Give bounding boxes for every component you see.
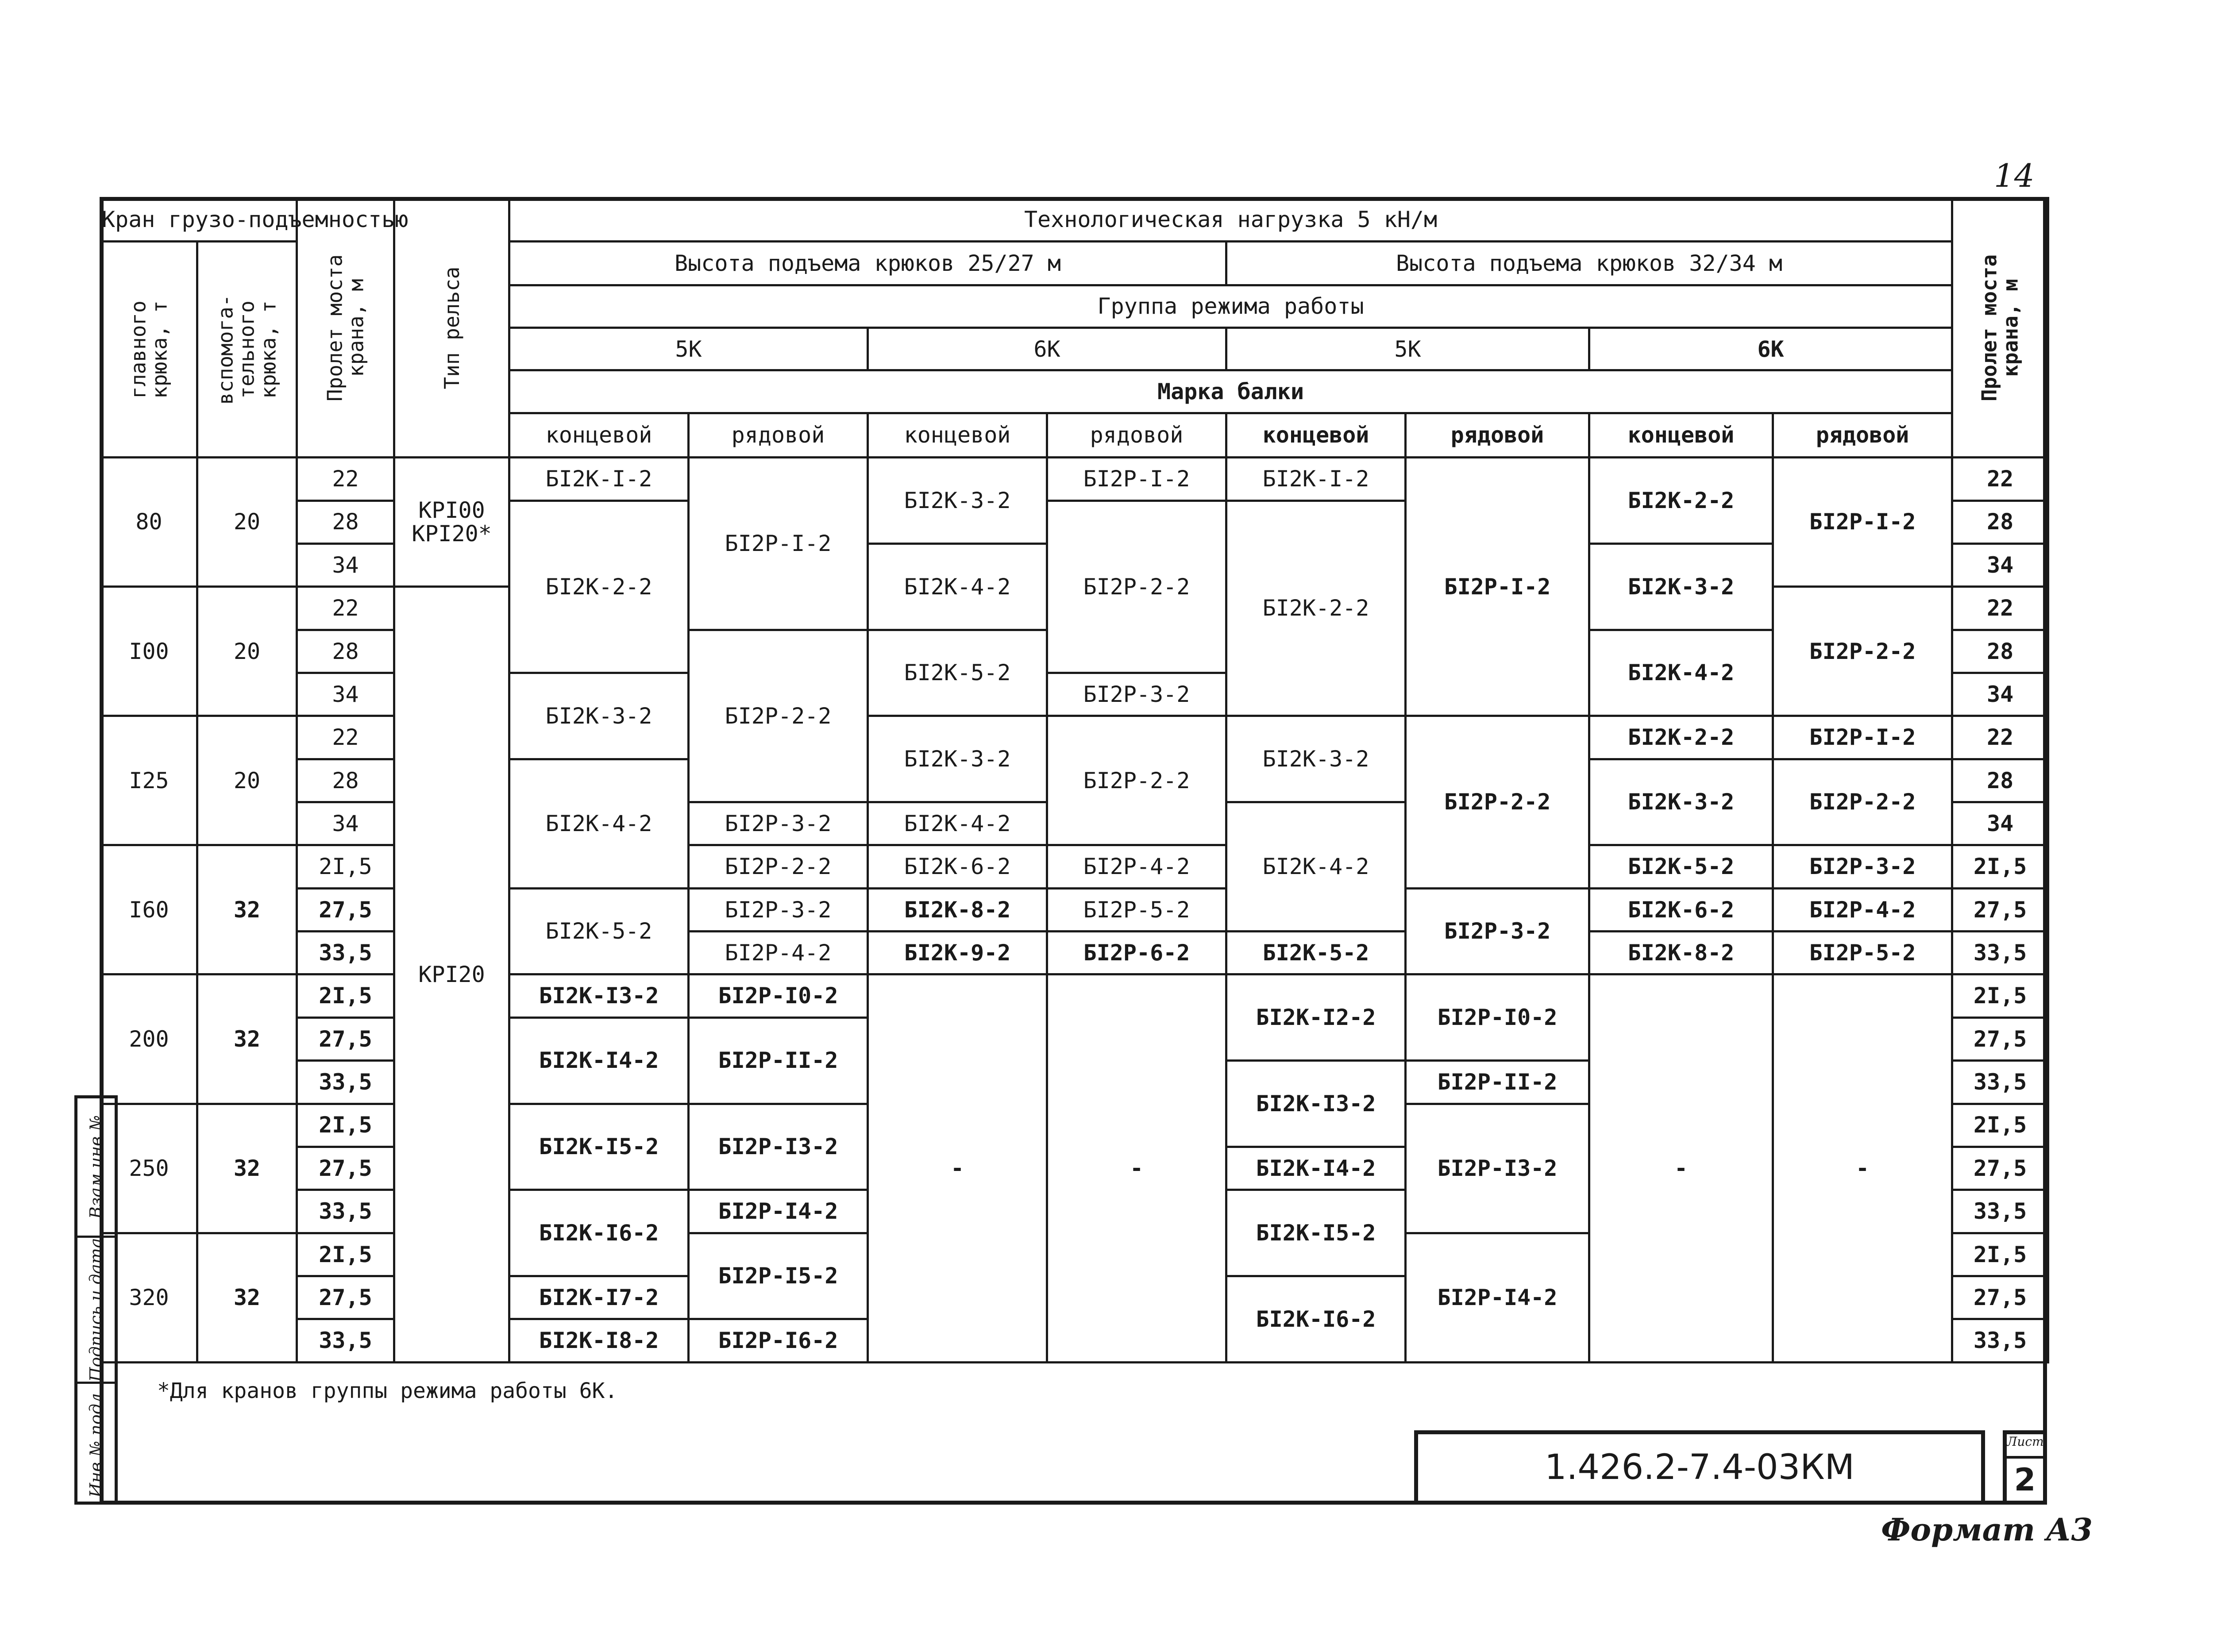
load-header: Технологическая нагрузка 5 кН/м	[509, 198, 1952, 242]
beam-cell: БI2Р-I4-2	[1406, 1233, 1589, 1362]
sheet-label: Лист	[2007, 1434, 2043, 1459]
crane-main-320: 320	[101, 1233, 197, 1362]
span-cell: 33,5	[297, 1061, 394, 1104]
beam-cell: -	[868, 974, 1047, 1363]
beam-cell: БI2Р-I0-2	[1406, 974, 1589, 1061]
span-right-cell: 22	[1952, 587, 2048, 630]
span-right-header: Пролет моста крана, м	[1952, 198, 2048, 458]
beam-cell: БI2К-I7-2	[509, 1276, 689, 1319]
beam-cell: БI2Р-I5-2	[689, 1233, 868, 1319]
beam-cell: БI2К-I5-2	[509, 1104, 689, 1190]
span-cell: 27,5	[297, 1017, 394, 1060]
span-cell: 33,5	[297, 932, 394, 974]
span-right-cell: 34	[1952, 802, 2048, 845]
beam-cell: БI2Р-3-2	[689, 888, 868, 931]
beam-cell: -	[1773, 974, 1952, 1363]
beam-cell: БI2К-4-2	[868, 543, 1047, 630]
span-right-cell: 2I,5	[1952, 1104, 2048, 1147]
beam-cell: БI2К-4-2	[1226, 802, 1406, 932]
beam-cell: БI2Р-4-2	[1773, 888, 1952, 931]
beam-cell: БI2Р-3-2	[689, 802, 868, 845]
duty-5k-high: 5К	[1226, 328, 1589, 370]
beam-cell: БI2К-3-2	[509, 673, 689, 759]
span-right-cell: 2I,5	[1952, 1233, 2048, 1276]
beam-cell: БI2К-3-2	[868, 716, 1047, 802]
duty-5k-low: 5К	[509, 328, 868, 370]
beam-cell: БI2Р-4-2	[1047, 845, 1226, 888]
beam-cell: БI2Р-I4-2	[689, 1190, 868, 1233]
beam-cell: БI2Р-I3-2	[1406, 1104, 1589, 1233]
span-cell: 2I,5	[297, 845, 394, 888]
side-stamp-strip	[74, 1095, 118, 1505]
span-right-cell: 27,5	[1952, 1276, 2048, 1319]
span-right-cell: 27,5	[1952, 1017, 2048, 1060]
beam-cell: БI2Р-II-2	[1406, 1061, 1589, 1104]
beam-cell: БI2К-I6-2	[509, 1190, 689, 1276]
beam-cell: БI2Р-3-2	[1047, 673, 1226, 716]
span-cell: 22	[297, 458, 394, 501]
beam-cell: БI2К-5-2	[1589, 845, 1773, 888]
span-cell: 27,5	[297, 888, 394, 931]
duty-6k-low: 6К	[868, 328, 1226, 370]
beam-cell: БI2К-2-2	[1589, 458, 1773, 544]
beam-cell: БI2Р-I3-2	[689, 1104, 868, 1190]
crane-main-100: I00	[101, 587, 197, 716]
crane-aux: 32	[197, 974, 297, 1104]
beam-cell: БI2К-2-2	[1226, 501, 1406, 716]
span-cell: 34	[297, 673, 394, 716]
span-right-cell: 2I,5	[1952, 974, 2048, 1017]
end-header: концевой	[509, 413, 689, 457]
beam-cell: БI2К-2-2	[1589, 716, 1773, 759]
beam-cell: БI2Р-2-2	[689, 630, 868, 802]
crane-aux: 20	[197, 458, 297, 587]
beam-cell: БI2Р-II-2	[689, 1017, 868, 1104]
beam-cell: БI2К-I4-2	[1226, 1147, 1406, 1190]
beam-cell: БI2Р-I-2	[1773, 716, 1952, 759]
beam-cell: БI2Р-I-2	[1406, 458, 1589, 716]
beam-cell: БI2Р-5-2	[1773, 932, 1952, 974]
beam-cell: БI2К-I6-2	[1226, 1276, 1406, 1363]
document-code: 1.426.2-7.4-03КМ	[1414, 1430, 1985, 1505]
beam-cell: БI2Р-I-2	[1773, 458, 1952, 587]
crane-aux: 20	[197, 716, 297, 845]
beam-cell: БI2К-4-2	[1589, 630, 1773, 716]
beam-cell: БI2Р-I6-2	[689, 1319, 868, 1363]
span-cell: 27,5	[297, 1276, 394, 1319]
beam-cell: БI2Р-2-2	[1047, 716, 1226, 845]
span-right-cell: 33,5	[1952, 1061, 2048, 1104]
span-cell: 33,5	[297, 1319, 394, 1363]
beam-cell: БI2Р-I0-2	[689, 974, 868, 1017]
row-header: рядовой	[1773, 413, 1952, 457]
row-header: рядовой	[689, 413, 868, 457]
span-right-cell: 2I,5	[1952, 845, 2048, 888]
drawing-frame	[100, 197, 2047, 1505]
span-right-cell: 34	[1952, 673, 2048, 716]
main-hook-header: главного крюка, т	[101, 242, 197, 458]
footnote: *Для кранов группы режима работы 6К.	[157, 1379, 618, 1403]
crane-main-80: 80	[101, 458, 197, 587]
beam-cell: БI2К-5-2	[868, 630, 1047, 716]
span-right-cell: 28	[1952, 501, 2048, 543]
span-right-cell: 33,5	[1952, 932, 2048, 974]
span-right-cell: 34	[1952, 543, 2048, 586]
crane-main-160: I60	[101, 845, 197, 974]
span-right-cell: 28	[1952, 759, 2048, 802]
beam-cell: БI2К-3-2	[1589, 543, 1773, 630]
beam-cell: БI2Р-2-2	[1406, 716, 1589, 888]
beam-cell: БI2Р-I-2	[689, 458, 868, 630]
format-label: Формат А3	[1881, 1511, 2093, 1548]
span-right-cell: 27,5	[1952, 888, 2048, 931]
span-cell: 22	[297, 587, 394, 630]
span-header: Пролет моста крана, м	[297, 198, 394, 458]
rail-type-header: Тип рельса	[394, 198, 509, 458]
beam-cell: БI2Р-2-2	[1773, 587, 1952, 716]
crane-aux: 32	[197, 1233, 297, 1362]
height-high-header: Высота подъема крюков 32/34 м	[1226, 242, 1952, 285]
span-cell: 2I,5	[297, 974, 394, 1017]
span-right-cell: 27,5	[1952, 1147, 2048, 1190]
beam-cell: -	[1047, 974, 1226, 1363]
beam-cell: БI2Р-5-2	[1047, 888, 1226, 931]
crane-main-125: I25	[101, 716, 197, 845]
end-header: концевой	[1589, 413, 1773, 457]
beam-cell: БI2К-I-2	[1226, 458, 1406, 501]
beam-cell: БI2К-6-2	[1589, 888, 1773, 931]
rail-type-cell: КРI20	[394, 587, 509, 1363]
beam-cell: БI2К-4-2	[509, 759, 689, 888]
crane-main-200: 200	[101, 974, 197, 1104]
crane-aux: 20	[197, 587, 297, 716]
row-header: рядовой	[1047, 413, 1226, 457]
beam-cell: БI2К-6-2	[868, 845, 1047, 888]
beam-cell: БI2Р-3-2	[1406, 888, 1589, 974]
rail-type-cell: КРI00 КРI20*	[394, 458, 509, 587]
span-right-cell: 28	[1952, 630, 2048, 673]
span-cell: 28	[297, 630, 394, 673]
span-right-cell: 33,5	[1952, 1319, 2048, 1363]
beam-cell: БI2Р-6-2	[1047, 932, 1226, 974]
span-cell: 34	[297, 543, 394, 586]
span-cell: 27,5	[297, 1147, 394, 1190]
span-cell: 22	[297, 716, 394, 759]
span-cell: 28	[297, 759, 394, 802]
beam-cell: БI2К-8-2	[1589, 932, 1773, 974]
height-low-header: Высота подъема крюков 25/27 м	[509, 242, 1226, 285]
beam-cell: БI2К-2-2	[509, 501, 689, 673]
span-cell: 2I,5	[297, 1104, 394, 1147]
beam-cell: БI2К-9-2	[868, 932, 1047, 974]
beam-cell: БI2Р-2-2	[1773, 759, 1952, 845]
beam-cell: БI2К-I2-2	[1226, 974, 1406, 1061]
aux-hook-header: вспомога-тельного крюка, т	[197, 242, 297, 458]
sheet-number-box	[2003, 1430, 2047, 1505]
beam-cell: БI2К-3-2	[1589, 759, 1773, 845]
beam-cell: БI2К-3-2	[1226, 716, 1406, 802]
span-right-cell: 22	[1952, 458, 2048, 501]
row-header: рядовой	[1406, 413, 1589, 457]
beam-cell: БI2Р-2-2	[1047, 501, 1226, 673]
beam-cell: БI2К-I5-2	[1226, 1190, 1406, 1276]
side-stamp-cell: Инв.№ подл.	[77, 1382, 115, 1502]
beam-cell: БI2К-4-2	[868, 802, 1047, 845]
beam-cell: БI2К-5-2	[509, 888, 689, 974]
beam-cell: БI2К-5-2	[1226, 932, 1406, 974]
beam-cell: -	[1589, 974, 1773, 1363]
side-stamp-cell: Взам.инв.№	[86, 1115, 106, 1219]
span-cell: 33,5	[297, 1190, 394, 1233]
beam-cell: БI2К-I3-2	[1226, 1061, 1406, 1147]
beam-cell: БI2К-I8-2	[509, 1319, 689, 1363]
beam-cell: БI2Р-2-2	[689, 845, 868, 888]
side-stamp-cell: Подпись и дата	[77, 1236, 115, 1382]
sheet-number: 2	[2014, 1462, 2036, 1498]
end-header: концевой	[868, 413, 1047, 457]
page-number: 14	[1994, 157, 2035, 194]
beam-cell: БI2К-I3-2	[509, 974, 689, 1017]
span-cell: 34	[297, 802, 394, 845]
beam-cell: БI2К-3-2	[868, 458, 1047, 544]
beam-cell: БI2Р-I-2	[1047, 458, 1226, 501]
span-cell: 2I,5	[297, 1233, 394, 1276]
span-right-cell: 33,5	[1952, 1190, 2048, 1233]
beam-cell: БI2К-8-2	[868, 888, 1047, 931]
crane-capacity-header: Кран грузо-подъемностью	[101, 198, 297, 242]
duty-group-header: Группа режима работы	[509, 285, 1952, 327]
crane-aux: 32	[197, 1104, 297, 1233]
span-right-cell: 22	[1952, 716, 2048, 759]
span-cell: 28	[297, 501, 394, 543]
beam-mark-header: Марка балки	[509, 370, 1952, 413]
crane-aux: 32	[197, 845, 297, 974]
beam-cell: БI2К-I-2	[509, 458, 689, 501]
beam-cell: БI2Р-3-2	[1773, 845, 1952, 888]
duty-6k-high: 6К	[1589, 328, 1952, 370]
end-header: концевой	[1226, 413, 1406, 457]
beam-cell: БI2Р-4-2	[689, 932, 868, 974]
crane-main-250: 250	[101, 1104, 197, 1233]
beam-cell: БI2К-I4-2	[509, 1017, 689, 1104]
